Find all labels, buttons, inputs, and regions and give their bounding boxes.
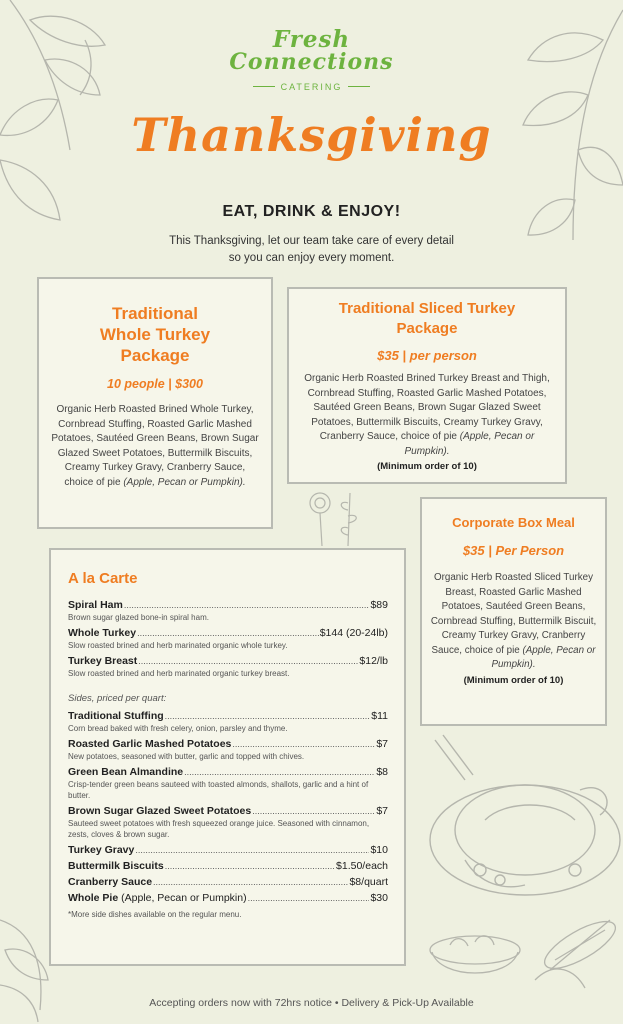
flower-sketch-icon <box>300 488 390 548</box>
a-la-carte-menu <box>49 548 406 966</box>
package-price: 10 people | $300 <box>107 377 203 391</box>
leader-dots <box>137 628 319 638</box>
package-title-line: Package <box>396 320 458 337</box>
corporate-box-meal-card <box>420 497 607 726</box>
menu-item-name: Turkey Gravy <box>68 844 135 856</box>
menu-item-name: Roasted Garlic Mashed Potatoes <box>68 738 232 750</box>
leader-dots <box>184 767 375 777</box>
menu-item-price: $12/lb <box>359 655 388 667</box>
menu-item-price: $144 (20-24lb) <box>319 627 388 639</box>
menu-item-name: Cranberry Sauce <box>68 876 153 888</box>
package-description-text: Organic Herb Roasted Brined Whole Turkey, Cornbread Stuffing, Roasted Garlic Mashed Potatoes, Sautéed Green Beans, Brown Sugar Glazed Sweet Potatoes, Buttermilk Biscuits, Creamy Turkey Gravy, Cranberry Sauce, choice of pie <box>51 404 259 488</box>
page-title: Thanksgiving <box>131 108 492 162</box>
package-title <box>301 299 553 339</box>
menu-item-description: Sauteed sweet potatoes with fresh squeezed orange juice. Seasoned with cinnamon, zests, cloves & brown sugar. <box>68 819 370 839</box>
logo-line-2: Connections <box>229 49 394 75</box>
menu-item-price: $89 <box>370 599 388 611</box>
menu-item-name: Turkey Breast <box>68 655 138 667</box>
package-title-line: Traditional <box>112 304 198 323</box>
pie-options: (Apple, Pecan or Pumpkin). <box>404 431 535 457</box>
package-description-text: Organic Herb Roasted Brined Turkey Breast and Thigh, Cornbread Stuffing, Roasted Garlic Mashed Potatoes, Sautéed Green Beans, Brown Sugar Glazed Sweet Potatoes, Buttermilk Biscuits, Creamy Turkey Gravy, Cranberry Sauce, choice of pie <box>304 373 550 442</box>
salad-bowl-sketch-icon <box>420 910 530 990</box>
pie-options: (Apple, Pecan or Pumpkin). <box>123 476 246 488</box>
intro-line-1: This Thanksgiving, let our team take care of every detail <box>169 235 454 247</box>
package-price: $35 | Per Person <box>462 543 565 558</box>
package-price: $35 | per person <box>377 348 477 363</box>
leader-dots <box>252 806 375 816</box>
menu-item-description: Slow roasted brined and herb marinated organic turkey breast. <box>68 669 290 678</box>
leader-dots <box>153 877 348 887</box>
menu-item-price: $8/quart <box>349 876 388 888</box>
footer-note: Accepting orders now with 72hrs notice • Delivery & Pick-Up Available <box>149 997 474 1009</box>
leader-dots <box>165 861 335 871</box>
menu-item-price: $8 <box>376 766 388 778</box>
menu-item <box>68 710 388 734</box>
package-description <box>49 403 261 490</box>
menu-item <box>68 738 388 762</box>
menu-item-description: Slow roasted brined and herb marinated organic whole turkey. <box>68 641 288 650</box>
intro-text <box>0 233 623 267</box>
leader-dots <box>138 656 358 666</box>
menu-item-name: Traditional Stuffing <box>68 710 164 722</box>
menu-item-description: Crisp-tender green beans sauteed with toasted almonds, shallots, garlic and a hint of butter. <box>68 780 369 800</box>
footnote: *More side dishes available on the regular menu. <box>68 910 242 919</box>
package-title-line: Package <box>120 346 190 365</box>
menu-item-price: $30 <box>370 892 388 904</box>
menu-item-name: Spiral Ham <box>68 599 123 611</box>
leader-dots <box>124 600 370 610</box>
whole-turkey-package-card <box>37 277 273 529</box>
menu-item <box>68 627 388 651</box>
menu-item-name-text: Whole Pie <box>68 892 119 904</box>
logo-subtitle: CATERING <box>253 82 371 92</box>
logo-line-1: Fresh <box>272 26 351 53</box>
menu-item <box>68 766 388 801</box>
menu-item-price: $11 <box>371 710 388 722</box>
package-description <box>301 372 553 459</box>
menu-item-description: Brown sugar glazed bone-in spiral ham. <box>68 613 209 622</box>
package-title-line: Whole Turkey <box>99 325 211 344</box>
brand-logo <box>0 28 623 92</box>
menu-item <box>68 860 388 872</box>
menu-item <box>68 805 388 840</box>
menu-item-description: New potatoes, seasoned with butter, garlic and topped with chives. <box>68 752 305 761</box>
menu-item-price: $7 <box>376 738 388 750</box>
menu-item <box>68 655 388 679</box>
package-title: Corporate Box Meal <box>452 515 575 530</box>
roast-turkey-sketch-icon <box>405 720 623 910</box>
menu-item <box>68 844 388 856</box>
package-description <box>430 571 597 673</box>
menu-item-price: $1.50/each <box>336 860 388 872</box>
a-la-carte-heading: A la Carte <box>68 570 138 587</box>
package-title <box>49 303 261 366</box>
menu-item <box>68 876 388 888</box>
menu-item-name: Brown Sugar Glazed Sweet Potatoes <box>68 805 252 817</box>
package-description-text: Organic Herb Roasted Sliced Turkey Breast, Roasted Garlic Mashed Potatoes, Sautéed Green Beans, Cornbread Stuffing, Buttermilk Biscuit, Creamy Turkey Gravy, Cranberry Sauce, choice of pie <box>430 572 597 656</box>
minimum-order-note: (Minimum order of 10) <box>463 674 564 686</box>
tagline: EAT, DRINK & ENJOY! <box>222 203 401 220</box>
menu-item-price: $10 <box>370 844 388 856</box>
leader-dots <box>165 711 371 721</box>
leader-dots <box>232 739 375 749</box>
leader-dots <box>135 845 369 855</box>
sliced-turkey-package-card <box>287 287 567 484</box>
menu-item-name: Buttermilk Biscuits <box>68 860 164 872</box>
menu-item <box>68 599 388 623</box>
minimum-order-note: (Minimum order of 10) <box>377 461 477 472</box>
menu-item-name: Whole Turkey <box>68 627 137 639</box>
pie-options: (Apple, Pecan or Pumpkin). <box>491 644 596 670</box>
menu-item-description: Corn bread baked with fresh celery, onion, parsley and thyme. <box>68 724 288 733</box>
leader-dots <box>248 893 370 903</box>
menu-item-name: Green Bean Almandine <box>68 766 184 778</box>
sides-heading: Sides, priced per quart: <box>68 693 167 704</box>
menu-item <box>68 892 388 904</box>
menu-item-note: (Apple, Pecan or Pumpkin) <box>121 892 247 904</box>
intro-line-2: so you can enjoy every moment. <box>228 252 395 264</box>
menu-item-name <box>68 892 247 904</box>
corn-sketch-icon <box>525 900 623 990</box>
menu-item-price: $7 <box>376 805 388 817</box>
package-title-line: Traditional Sliced Turkey <box>338 300 516 317</box>
